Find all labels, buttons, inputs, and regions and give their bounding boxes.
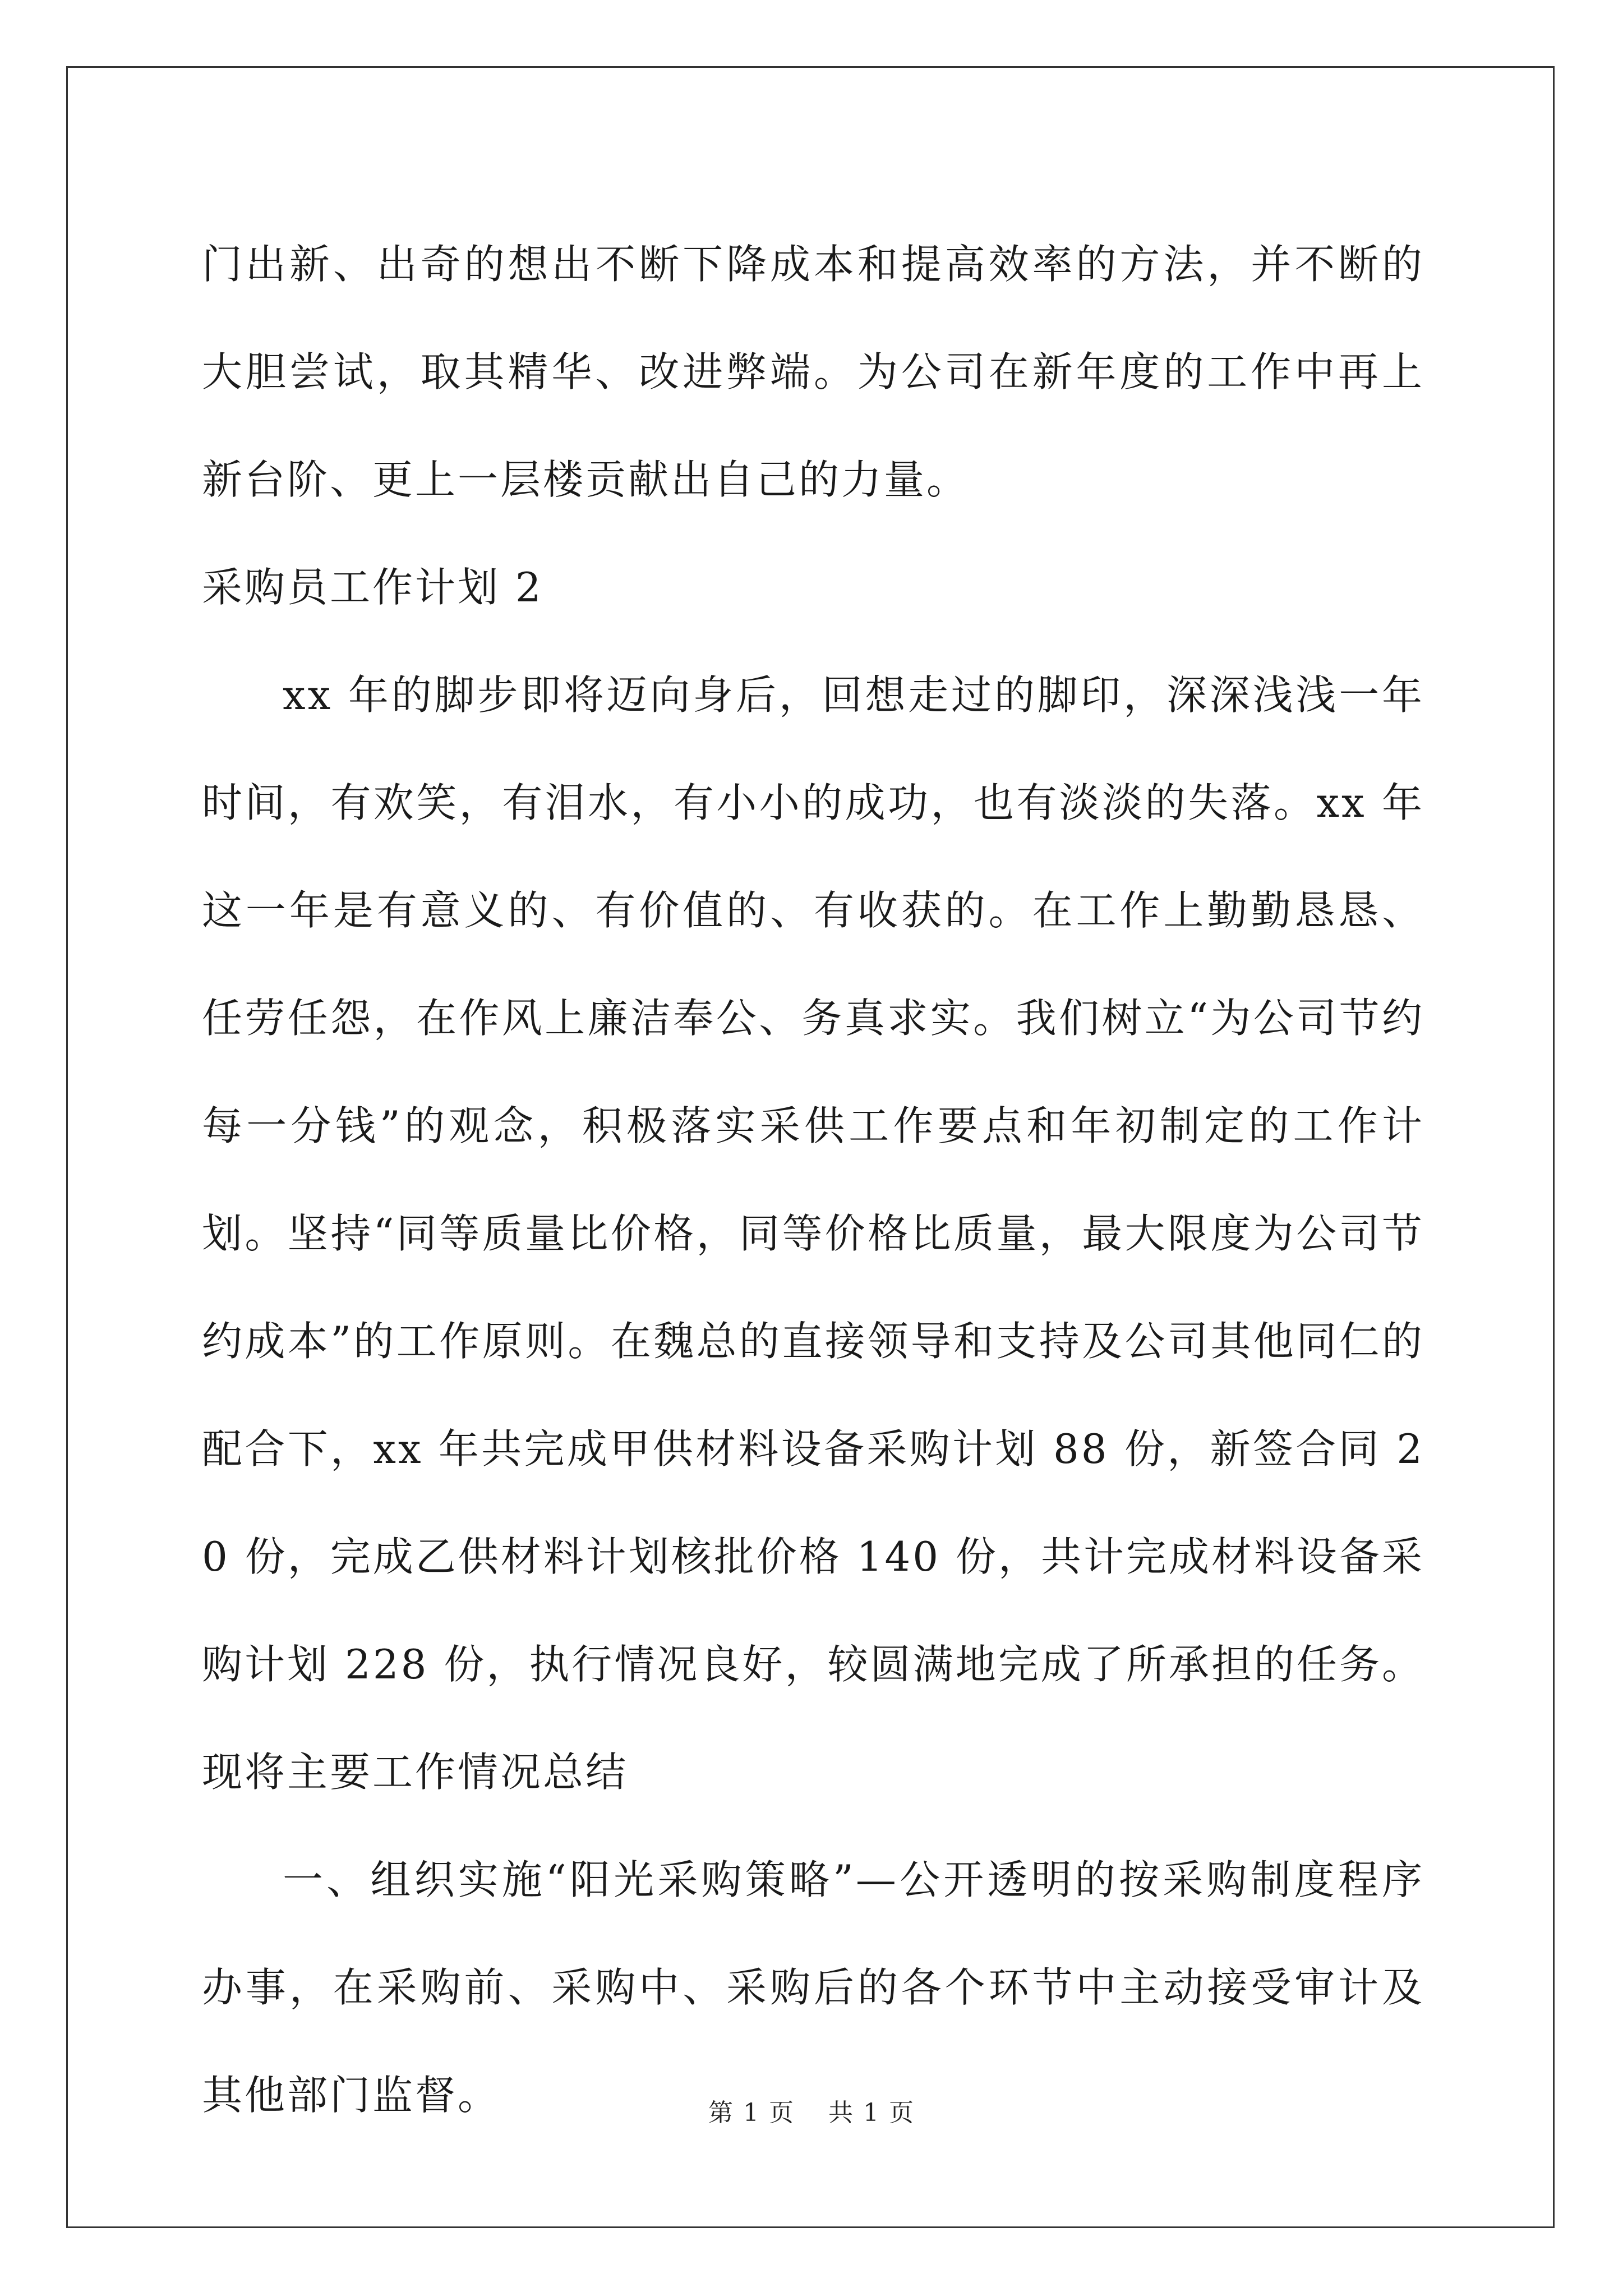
document-body: [202, 210, 1424, 2149]
paragraph-summary: xx 年的脚步即将迈向身后，回想走过的脚印，深深浅浅一年时间，有欢笑，有泪水，有小小的成功，也有淡淡的失落。xx 年这一年是有意义的、有价值的、有收获的。在工作上勤勤恳恳、任劳任怨，在作风上廉洁奉公、务真求实。我们树立“为公司节约每一分钱”的观念，积极落实采供工作要点和年初制定的工作计划。坚持“同等质量比价格，同等价格比质量，最大限度为公司节约成本”的工作原则。在魏总的直接领导和支持及公司其他同仁的配合下，xx 年共完成甲供材料设备采购计划 88 份，新签合同 20 份，完成乙供材料计划核批价格 140 份，共计完成材料设备采购计划 228 份，执行情况良好，较圆满地完成了所承担的任务。现将主要工作情况总结: [202, 671, 1424, 1796]
page-footer: [0, 2092, 1623, 2128]
page-number-current: 第 1 页: [708, 2099, 795, 2127]
page-number-total: 共 1 页: [828, 2099, 915, 2127]
section-heading: 采购员工作计划 2: [202, 564, 543, 611]
paragraph-item-one: 一、组织实施“阳光采购策略”—公开透明的按采购制度程序办事，在采购前、采购中、采购后的各个环节中主动接受审计及其他部门监督。: [202, 1856, 1424, 2119]
paragraph-continuation: 门出新、出奇的想出不断下降成本和提高效率的方法，并不断的大胆尝试，取其精华、改进弊端。为公司在新年度的工作中再上新台阶、更上一层楼贡献出自己的力量。: [202, 241, 1424, 503]
